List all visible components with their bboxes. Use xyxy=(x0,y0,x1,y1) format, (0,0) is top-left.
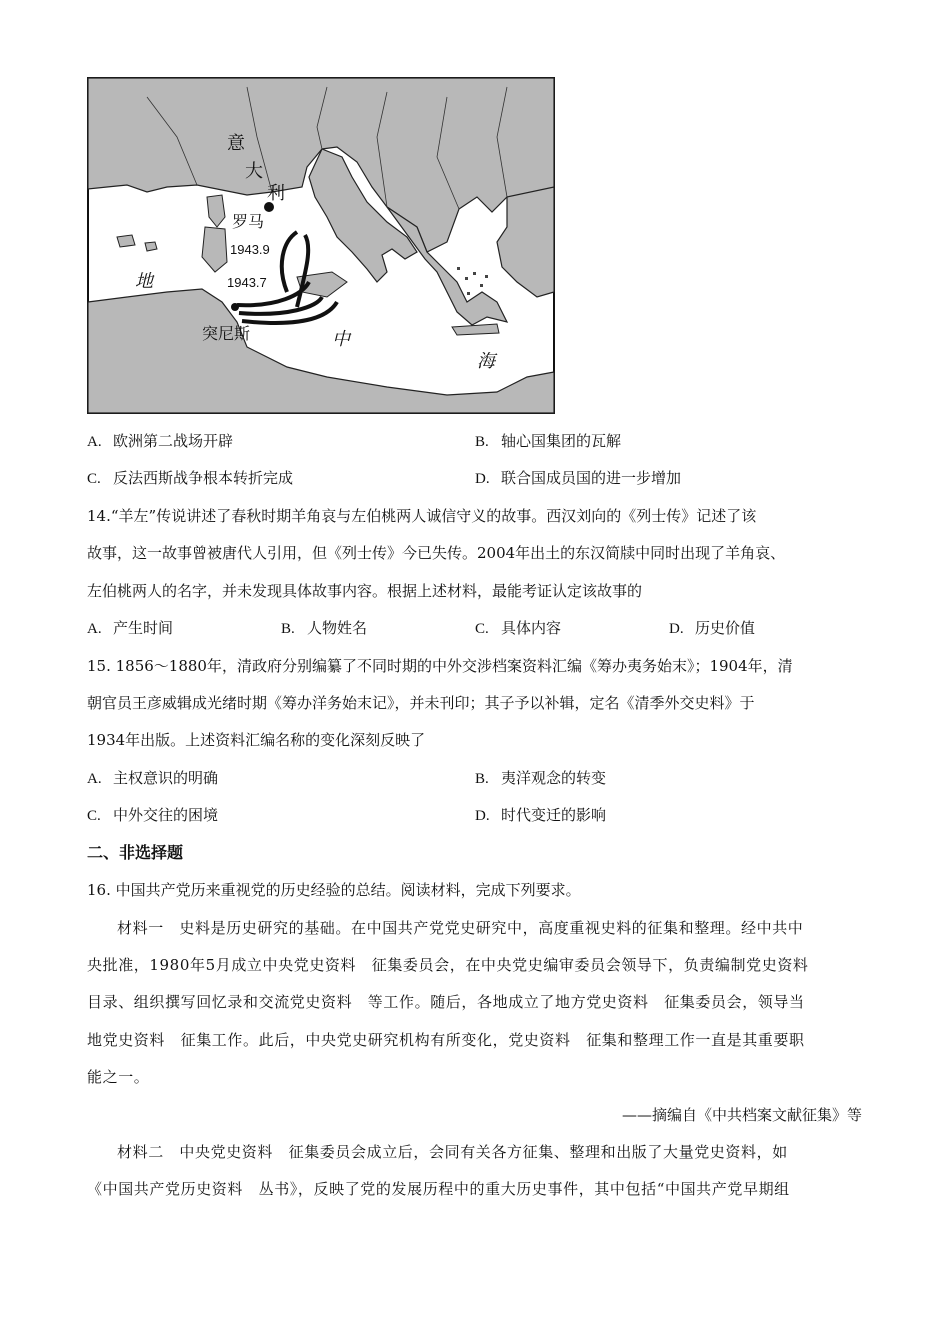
option-text: 中外交往的困境 xyxy=(113,806,219,824)
map-label-rome: 罗马 xyxy=(232,212,265,231)
balearic-land-2 xyxy=(145,242,157,251)
map-label-date-1943-9: 1943.9 xyxy=(230,242,270,257)
option-text: 联合国成员国的进一步增加 xyxy=(501,469,682,487)
option-key: B. xyxy=(281,621,295,637)
material1-line-3: 目录、组织撰写回忆录和交流党史资料 等工作。随后，各地成立了地方党史资料 征集委员会，领导当 xyxy=(87,993,805,1011)
option-text: 反法西斯战争根本转折完成 xyxy=(113,469,294,487)
option-key: A. xyxy=(87,621,102,637)
option-text: 产生时间 xyxy=(113,619,174,637)
balearic-land xyxy=(117,235,135,247)
material2-line-2: 《中国共产党历史资料 丛书》，反映了党的发展历程中的重大历史事件，其中包括“中国共产党早期组 xyxy=(87,1180,790,1198)
option-key: B. xyxy=(475,434,489,450)
material1-line-1: 材料一 史料是历史研究的基础。在中国共产党党史研究中，高度重视史料的征集和整理。经中共中 xyxy=(117,919,804,937)
option-text: 夷洋观念的转变 xyxy=(501,769,607,787)
map-figure xyxy=(87,77,555,414)
option-text: 具体内容 xyxy=(501,619,562,637)
option-key: D. xyxy=(669,621,684,637)
q13-option-d xyxy=(475,467,681,488)
map-label-yi: 意 xyxy=(227,133,245,154)
option-text: 历史价值 xyxy=(695,619,756,637)
q15-line-1: 15. 1856～1880年，清政府分别编纂了不同时期的中外交涉档案资料汇编《筹办夷务始末》；1904年，清 xyxy=(87,657,793,675)
section-title: 二、非选择题 xyxy=(87,843,184,862)
q14-option-b xyxy=(281,617,367,638)
material1-line-5: 能之一。 xyxy=(87,1068,150,1086)
option-key: D. xyxy=(475,808,490,824)
map-label-zhong: 中 xyxy=(332,329,350,350)
map-label-di: 地 xyxy=(135,271,153,292)
q15-option-b xyxy=(475,767,606,788)
q15-line-2: 朝官员王彦威辑成光绪时期《筹办洋务始末记》，并未刊印；其子予以补辑，定名《清季外交史料》于 xyxy=(87,694,755,712)
material1-line-2: 央批准，1980年5月成立中央党史资料 征集委员会，在中央党史编审委员会领导下，负责编制党史资料 xyxy=(87,956,809,974)
q14-option-c xyxy=(475,617,561,638)
map-label-da: 大 xyxy=(245,161,263,182)
option-key: D. xyxy=(475,471,490,487)
option-key: C. xyxy=(87,471,101,487)
q13-option-b xyxy=(475,430,621,451)
option-text: 人物姓名 xyxy=(307,619,368,637)
q14-option-a xyxy=(87,617,173,638)
q14-option-d xyxy=(669,617,755,638)
q13-option-a xyxy=(87,430,233,451)
q15-option-c xyxy=(87,804,218,825)
material1-line-4: 地党史资料 征集工作。此后，中央党史研究机构有所变化，党史资料 征集和整理工作一直是其重要职 xyxy=(87,1031,805,1049)
mediterranean-map xyxy=(87,77,555,414)
option-text: 轴心国集团的瓦解 xyxy=(501,432,622,450)
option-text: 欧洲第二战场开辟 xyxy=(113,432,234,450)
option-key: C. xyxy=(87,808,101,824)
option-key: B. xyxy=(475,771,489,787)
option-text: 主权意识的明确 xyxy=(113,769,219,787)
q14-line-1: 14.“羊左”传说讲述了春秋时期羊角哀与左伯桃两人诚信守义的故事。西汉刘向的《列士传》记述了该 xyxy=(87,507,757,525)
option-key: C. xyxy=(475,621,489,637)
material2-line-1: 材料二 中央党史资料 征集委员会成立后，会同有关各方征集、整理和出版了大量党史资料，如 xyxy=(117,1143,788,1161)
option-key: A. xyxy=(87,771,102,787)
q14-line-3: 左伯桃两人的名字，并未发现具体故事内容。根据上述材料，最能考证认定该故事的 xyxy=(87,582,643,600)
q16-intro: 16. 中国共产党历来重视党的历史经验的总结。阅读材料，完成下列要求。 xyxy=(87,881,581,899)
material1-source: ——摘编自《中共档案文献征集》等 xyxy=(621,1106,862,1124)
q15-line-3: 1934年出版。上述资料汇编名称的变化深刻反映了 xyxy=(87,731,426,749)
q15-option-d xyxy=(475,804,606,825)
map-label-li: 利 xyxy=(267,183,285,204)
q13-option-c xyxy=(87,467,293,488)
q15-option-a xyxy=(87,767,218,788)
map-label-hai: 海 xyxy=(477,351,495,372)
q14-line-2: 故事，这一故事曾被唐代人引用，但《列士传》今已失传。2004年出土的东汉简牍中同时出现了羊角哀、 xyxy=(87,544,786,562)
option-text: 时代变迁的影响 xyxy=(501,806,607,824)
map-label-date-1943-7: 1943.7 xyxy=(227,275,267,290)
option-key: A. xyxy=(87,434,102,450)
map-label-tunis: 突尼斯 xyxy=(202,324,251,343)
